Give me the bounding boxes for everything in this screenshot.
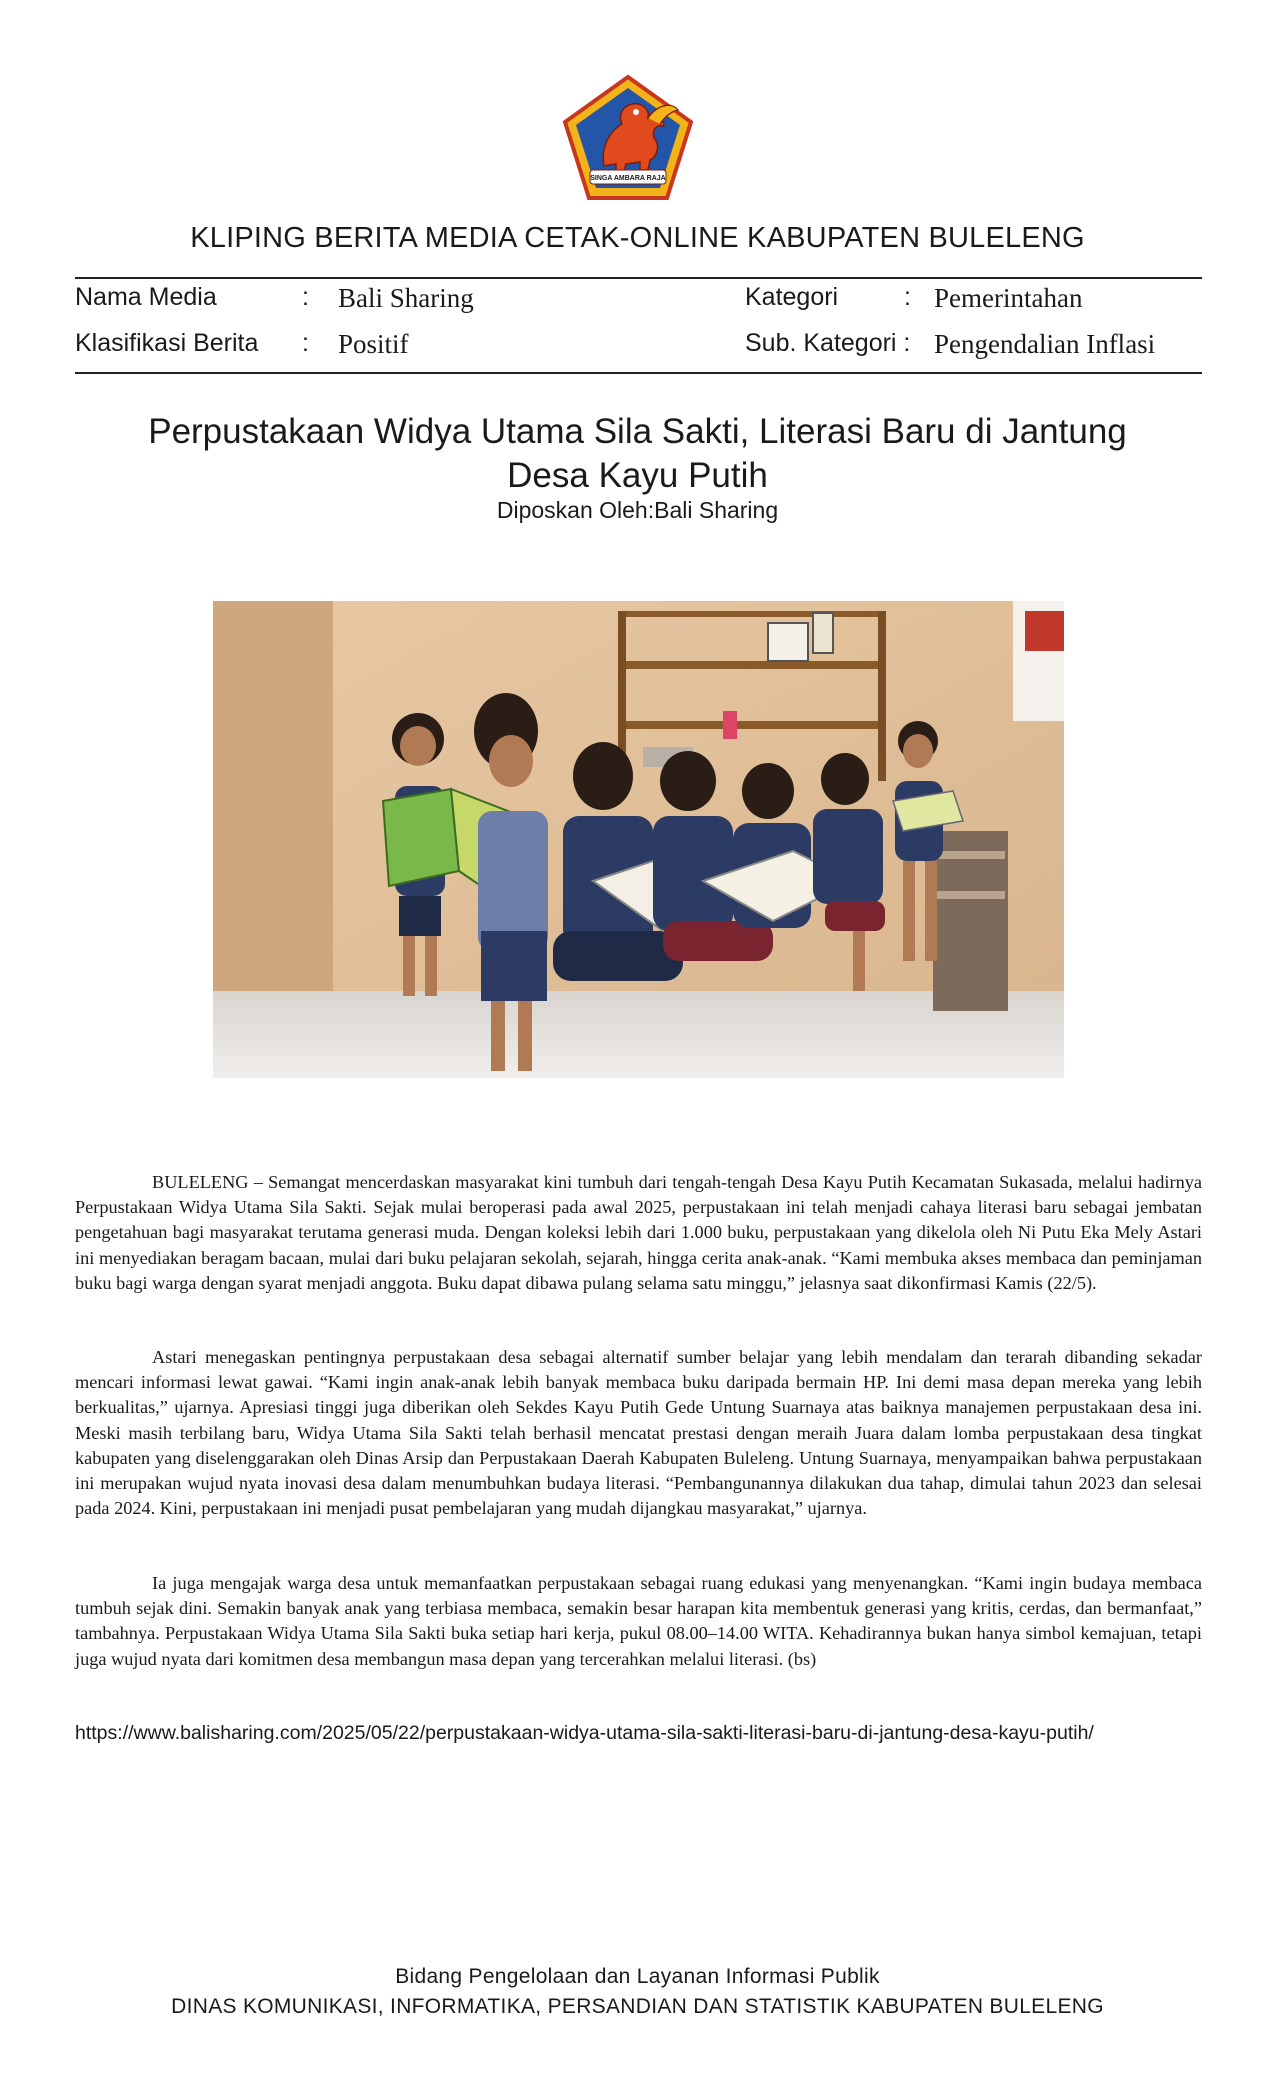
paragraph-text: BULELENG – Semangat mencerdaskan masyarakat kini tumbuh dari tengah-tengah Desa Kayu Putih Kecamatan Sukasada, melalui hadirnya Perpustakaan Widya Utama Sila Sakti. Sejak mulai beroperasi pada awal 2025, perpustakaan ini telah menjadi cahaya literasi baru sebagai jembatan pengetahuan bagi masyarakat terutama generasi muda. Dengan koleksi lebih dari 1.000 buku, perpustakaan yang dikelola oleh Ni Putu Eka Mely Astari ini menyediakan beragam bacaan, mulai dari buku pelajaran sekolah, sejarah, hingga cerita anak-anak. “Kami membuka akses membaca dan peminjaman buku bagi warga dengan syarat menjadi anggota. Buku dapat dibawa pulang selama satu minggu,” jelasnya saat dikonfirmasi Kamis (22/5). xyxy=(75,1172,1202,1293)
article-byline: Diposkan Oleh:Bali Sharing xyxy=(496,497,779,523)
colon: : xyxy=(302,283,309,311)
article-paragraph xyxy=(75,1571,1202,1672)
colon: : xyxy=(302,329,309,357)
paragraph-text: Ia juga mengajak warga desa untuk memanfaatkan perpustakaan sebagai ruang edukasi yang menyenangkan. “Kami ingin budaya membaca tumbuh sejak dini. Semakin banyak anak yang terbiasa membaca, semakin besar harapan kita membentuk generasi yang kritis, cerdas, dan bermanfaat,” tambahnya. Perpustakaan Widya Utama Sila Sakti buka setiap hari kerja, pukul 08.00–14.00 WITA. Kehadirannya bukan hanya simbol kemajuan, tetapi juga wujud nyata dari komitmen desa membangun masa depan yang tercerahkan melalui literasi. (bs) xyxy=(75,1573,1202,1669)
header-rule-top xyxy=(75,277,1202,279)
article-paragraph xyxy=(75,1345,1202,1521)
kategori-label: Kategori xyxy=(745,283,839,311)
article-headline xyxy=(0,410,1275,498)
nama-media-value: Bali Sharing xyxy=(338,283,474,313)
nama-media-label: Nama Media xyxy=(75,283,217,311)
headline-line: Desa Kayu Putih xyxy=(507,456,768,495)
klasifikasi-label: Klasifikasi Berita xyxy=(75,329,259,357)
footer-agency: DINAS KOMUNIKASI, INFORMATIKA, PERSANDIAN DAN STATISTIK KABUPATEN BULELENG xyxy=(171,1995,1104,2018)
children-reading-photo xyxy=(213,601,1064,1078)
logo-motto: SINGA AMBARA RAJA xyxy=(590,175,666,182)
klasifikasi-value: Positif xyxy=(338,329,409,359)
buleleng-crest-logo-icon xyxy=(560,74,696,202)
document-title: KLIPING BERITA MEDIA CETAK-ONLINE KABUPATEN BULELENG xyxy=(190,222,1085,254)
sub-kategori-value: Pengendalian Inflasi xyxy=(934,329,1156,359)
article-paragraph xyxy=(75,1170,1202,1296)
header-rule-bottom xyxy=(75,372,1202,374)
colon: : xyxy=(904,283,911,311)
source-link[interactable]: https://www.balisharing.com/2025/05/22/perpustakaan-widya-utama-sila-sakti-literasi-baru-di-jantung-desa-kayu-putih/ xyxy=(75,1722,1094,1744)
kategori-value: Pemerintahan xyxy=(934,283,1083,313)
headline-line: Perpustakaan Widya Utama Sila Sakti, Literasi Baru di Jantung xyxy=(148,412,1127,451)
sub-kategori-label: Sub. Kategori : xyxy=(745,329,911,357)
footer-department: Bidang Pengelolaan dan Layanan Informasi Publik xyxy=(395,1965,880,1988)
paragraph-text: Astari menegaskan pentingnya perpustakaan desa sebagai alternatif sumber belajar yang lebih mendalam dan terarah dibanding sekadar mencari informasi lewat gawai. “Kami ingin anak-anak lebih banyak membaca buku daripada bermain HP. Ini demi masa depan mereka yang lebih berkualitas,” ujarnya. Apresiasi tinggi juga diberikan oleh Sekdes Kayu Putih Gede Untung Suarnaya atas baiknya manajemen perpustakaan desa ini. Meski masih terbilang baru, Widya Utama Sila Sakti telah berhasil mencatat prestasi dengan meraih Juara dalam lomba perpustakaan desa tingkat kabupaten yang diselenggarakan oleh Dinas Arsip dan Perpustakaan Daerah Kabupaten Buleleng. Untung Suarnaya, menyampaikan bahwa perpustakaan ini merupakan wujud nyata inovasi desa dalam menumbuhkan budaya literasi. “Pembangunannya dilakukan dua tahap, dimulai tahun 2023 dan selesai pada 2024. Kini, perpustakaan ini menjadi pusat pembelajaran yang mudah dijangkau masyarakat,” ujarnya. xyxy=(75,1347,1202,1519)
